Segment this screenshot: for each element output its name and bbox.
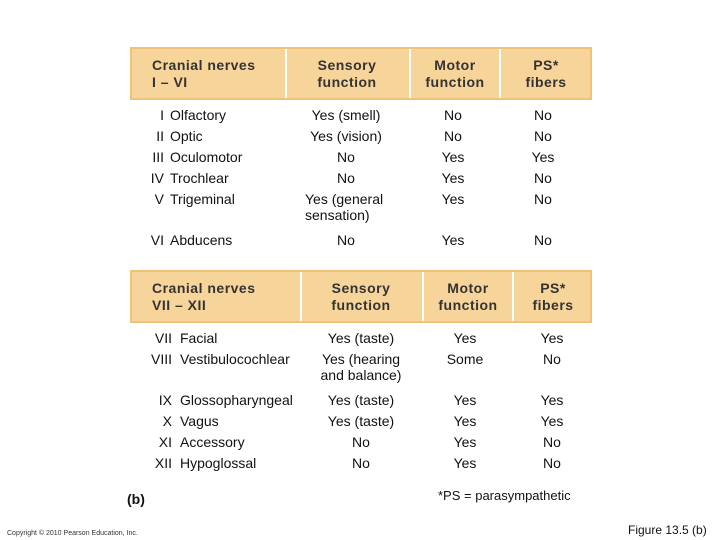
motor-value: Yes xyxy=(441,232,465,248)
table2-header-nerves: Cranial nerves VII – XII xyxy=(152,279,256,313)
nerve-number: VII xyxy=(154,330,172,346)
nerve-number: VIII xyxy=(150,351,172,367)
sensory-value: Yes (vision) xyxy=(310,128,382,144)
table1-header-sensory: Sensory function xyxy=(317,56,377,90)
table1-header-nerves: Cranial nerves I – VI xyxy=(152,56,256,90)
ps-value: Yes xyxy=(540,392,564,408)
table2-header xyxy=(130,270,592,323)
nerve-name: Facial xyxy=(180,330,218,346)
table1-header-motor: Motor function xyxy=(425,56,485,90)
nerve-number: V xyxy=(154,191,164,207)
figure-label: Figure 13.5 (b) xyxy=(628,523,707,537)
sensory-value: No xyxy=(352,434,370,450)
sensory-value: Yes (taste) xyxy=(327,392,395,408)
motor-value: Yes xyxy=(441,191,465,207)
ps-value: Yes xyxy=(540,413,564,429)
sensory-value: Yes (general sensation) xyxy=(305,191,384,223)
table2-header-sensory: Sensory function xyxy=(331,279,391,313)
ps-value: Yes xyxy=(531,149,555,165)
sensory-value: Yes (taste) xyxy=(327,330,395,346)
nerve-number: I xyxy=(160,107,164,123)
nerve-number: XII xyxy=(154,455,172,471)
table1-header-ps: PS* fibers xyxy=(525,56,567,90)
nerve-number: II xyxy=(156,128,164,144)
nerve-number: IV xyxy=(150,170,164,186)
table2-header-ps: PS* fibers xyxy=(532,279,574,313)
nerve-name: Trigeminal xyxy=(170,191,235,207)
footnote: *PS = parasympathetic xyxy=(438,488,571,503)
nerve-number: III xyxy=(152,149,164,165)
nerve-name: Olfactory xyxy=(170,107,227,123)
nerve-name: Oculomotor xyxy=(170,149,243,165)
nerve-name: Optic xyxy=(170,128,203,144)
copyright: Copyright © 2010 Pearson Education, Inc. xyxy=(7,530,138,537)
motor-value: No xyxy=(444,128,462,144)
ps-value: No xyxy=(534,170,552,186)
sensory-value: Yes (hearing and balance) xyxy=(320,351,402,383)
nerve-name: Hypoglossal xyxy=(180,455,257,471)
table1-header xyxy=(130,47,592,100)
sensory-value: Yes (smell) xyxy=(311,107,381,123)
nerve-name: Vestibulocochlear xyxy=(180,351,290,367)
nerve-name: Trochlear xyxy=(170,170,229,186)
motor-value: Some xyxy=(446,351,484,367)
motor-value: No xyxy=(444,107,462,123)
ps-value: No xyxy=(543,455,561,471)
motor-value: Yes xyxy=(453,392,477,408)
nerve-number: VI xyxy=(150,232,164,248)
sensory-value: Yes (taste) xyxy=(327,413,395,429)
motor-value: Yes xyxy=(453,413,477,429)
motor-value: Yes xyxy=(453,434,477,450)
ps-value: No xyxy=(534,107,552,123)
ps-value: No xyxy=(534,128,552,144)
nerve-name: Abducens xyxy=(170,232,233,248)
panel-label: (b) xyxy=(127,491,145,507)
motor-value: Yes xyxy=(441,170,465,186)
motor-value: Yes xyxy=(453,455,477,471)
motor-value: Yes xyxy=(453,330,477,346)
sensory-value: No xyxy=(337,149,355,165)
table2-header-motor: Motor function xyxy=(438,279,498,313)
nerve-number: X xyxy=(162,413,172,429)
ps-value: No xyxy=(543,434,561,450)
nerve-number: XI xyxy=(158,434,172,450)
motor-value: Yes xyxy=(441,149,465,165)
ps-value: Yes xyxy=(540,330,564,346)
ps-value: No xyxy=(534,191,552,207)
ps-value: No xyxy=(543,351,561,367)
sensory-value: No xyxy=(337,170,355,186)
nerve-name: Accessory xyxy=(180,434,245,450)
sensory-value: No xyxy=(337,232,355,248)
sensory-value: No xyxy=(352,455,370,471)
nerve-name: Vagus xyxy=(180,413,219,429)
nerve-number: IX xyxy=(158,392,172,408)
nerve-name: Glossopharyngeal xyxy=(180,392,293,408)
ps-value: No xyxy=(534,232,552,248)
